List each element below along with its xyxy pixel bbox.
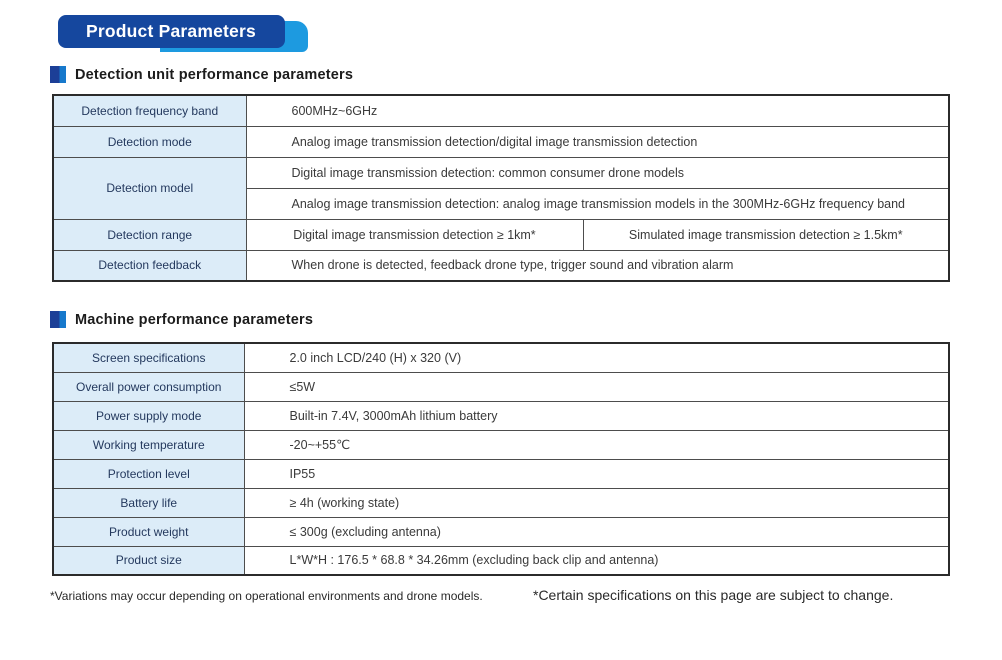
table-row	[53, 546, 949, 575]
row-value: ≤ 300g (excluding antenna)	[244, 517, 949, 546]
row-value: Digital image transmission detection ≥ 1km*	[246, 219, 583, 250]
row-value: 600MHz~6GHz	[246, 95, 949, 126]
row-label: Working temperature	[53, 430, 244, 459]
row-label: Overall power consumption	[53, 372, 244, 401]
table-row	[53, 126, 949, 157]
row-value: When drone is detected, feedback drone type, trigger sound and vibration alarm	[246, 250, 949, 281]
row-label: Detection model	[53, 157, 246, 219]
section-header-machine	[50, 311, 313, 328]
machine-parameters-table	[52, 342, 950, 576]
section-header-detection	[50, 66, 353, 83]
footnote-variations: *Variations may occur depending on operational environments and drone models.	[50, 589, 483, 603]
row-label: Screen specifications	[53, 343, 244, 372]
table-row	[53, 95, 949, 126]
row-value: ≥ 4h (working state)	[244, 488, 949, 517]
row-label: Product size	[53, 546, 244, 575]
table-row	[53, 372, 949, 401]
row-label: Battery life	[53, 488, 244, 517]
table-row	[53, 219, 949, 250]
row-label: Protection level	[53, 459, 244, 488]
row-label: Detection mode	[53, 126, 246, 157]
section-marker-icon	[50, 311, 66, 328]
row-label: Detection feedback	[53, 250, 246, 281]
row-label: Detection frequency band	[53, 95, 246, 126]
section-title: Detection unit performance parameters	[75, 66, 354, 83]
row-label: Power supply mode	[53, 401, 244, 430]
footnote-specs-change: *Certain specifications on this page are subject to change.	[533, 587, 894, 603]
row-value: -20~+55℃	[244, 430, 949, 459]
row-value: Simulated image transmission detection ≥ 1.5km*	[583, 219, 949, 250]
table-row	[53, 430, 949, 459]
detection-parameters-table	[52, 94, 950, 282]
row-value: ≤5W	[244, 372, 949, 401]
row-label: Detection range	[53, 219, 246, 250]
table-row	[53, 488, 949, 517]
table-row	[53, 517, 949, 546]
row-value: 2.0 inch LCD/240 (H) x 320 (V)	[244, 343, 949, 372]
row-value: L*W*H : 176.5 * 68.8 * 34.26mm (excluding back clip and antenna)	[244, 546, 949, 575]
table-row	[53, 250, 949, 281]
section-marker-icon	[50, 66, 66, 83]
page-title-banner	[58, 15, 285, 48]
section-title: Machine performance parameters	[75, 311, 314, 328]
table-row	[53, 459, 949, 488]
table-row	[53, 343, 949, 372]
page-title: Product Parameters	[86, 21, 256, 41]
row-value: Built-in 7.4V, 3000mAh lithium battery	[244, 401, 949, 430]
row-value: IP55	[244, 459, 949, 488]
table-row	[53, 157, 949, 188]
table-row	[53, 401, 949, 430]
row-value: Analog image transmission detection: analog image transmission models in the 300MHz-6GHz frequency band	[246, 188, 949, 219]
row-label: Product weight	[53, 517, 244, 546]
row-value: Analog image transmission detection/digital image transmission detection	[246, 126, 949, 157]
row-value: Digital image transmission detection: common consumer drone models	[246, 157, 949, 188]
